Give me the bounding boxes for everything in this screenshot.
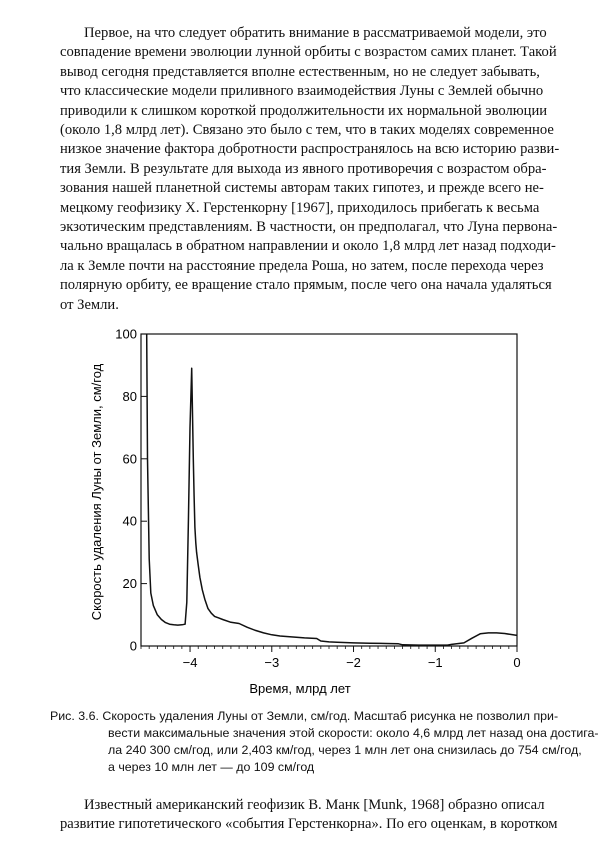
body-paragraph-2 <box>60 796 558 835</box>
series-line <box>147 334 517 645</box>
y-tick-label: 100 <box>115 326 137 342</box>
caption-line: вести максимальные значения этой скорости: около 4,6 млрд лет назад она достига- <box>108 726 599 740</box>
chart-series <box>147 334 517 645</box>
text-line: ла к Земле почти на расстояние предела Роша, но затем, после перехода через <box>60 257 544 274</box>
body-paragraph-1 <box>60 24 560 315</box>
recession-rate-chart <box>0 320 600 710</box>
text-line: (около 1,8 млрд лет). Связано это было с тем, что в таких моделях современное <box>60 122 554 139</box>
y-tick-label: 60 <box>122 451 137 467</box>
y-tick-label: 80 <box>122 388 137 404</box>
chart-axes <box>141 334 517 646</box>
text-line: Известный американский геофизик В. Манк [Munk, 1968] образно описал <box>84 797 545 813</box>
x-tick-label: −1 <box>427 655 443 670</box>
text-line: чально вращалась в обратном направлении и около 1,8 млрд лет назад подходи- <box>60 238 556 255</box>
text-line: экзотическим представлениям. В частности, он предполагал, что Луна первона- <box>60 219 558 236</box>
caption-line: Рис. 3.6. Скорость удаления Луны от Земли, см/год. Масштаб рисунка не позволил при- <box>50 709 559 723</box>
text-line: мецкому геофизику Х. Герстенкорну [1967], приходилось прибегать к весьма <box>60 199 540 216</box>
x-tick-label: 0 <box>513 655 521 670</box>
text-line: развитие гипотетического «события Герстенкорна». По его оценкам, в коротком <box>60 816 558 833</box>
chart-ticks <box>115 327 520 671</box>
y-tick-label: 20 <box>122 576 137 592</box>
x-tick-label: −4 <box>182 655 198 670</box>
caption-line: а через 10 млн лет — до 109 см/год <box>108 760 315 774</box>
x-axis-label: Время, млрд лет <box>249 681 351 696</box>
x-tick-label: −3 <box>264 655 280 670</box>
figure-caption <box>50 708 599 776</box>
x-tick-label: −2 <box>346 655 361 670</box>
y-axis-label: Скорость удаления Луны от Земли, см/год <box>89 363 104 621</box>
caption-line: ла 240 300 см/год, или 2,403 км/год, через 1 млн лет она снизилась до 754 см/год, <box>108 743 582 757</box>
text-line: от Земли. <box>60 296 119 313</box>
y-tick-label: 0 <box>129 638 137 654</box>
text-line: зования нашей планетной системы авторам таких гипотез, и прежде всего не- <box>60 180 544 197</box>
text-line: низкое значение фактора добротности распространялось на всю историю разви- <box>60 141 560 158</box>
text-line: вывод сегодня представляется вполне естественным, но не следует забывать, <box>60 63 540 80</box>
text-line: полярную орбиту, ее вращение стало прямым, после чего она начала удаляться <box>60 277 552 294</box>
text-line: тия Земли. В результате для выхода из явного противоречия с возрастом обра- <box>60 160 547 177</box>
y-tick-label: 40 <box>122 513 137 529</box>
text-line: что классические модели приливного взаимодействия Луны с Землей обычно <box>60 83 544 100</box>
text-line: совпадение времени эволюции лунной орбиты с возрастом самих планет. Такой <box>60 44 557 61</box>
plot-frame <box>141 334 517 646</box>
text-line: Первое, на что следует обратить внимание в рассматриваемой модели, это <box>84 25 547 41</box>
text-line: приводили к слишком короткой продолжительности их нормальной эволюции <box>60 102 548 119</box>
